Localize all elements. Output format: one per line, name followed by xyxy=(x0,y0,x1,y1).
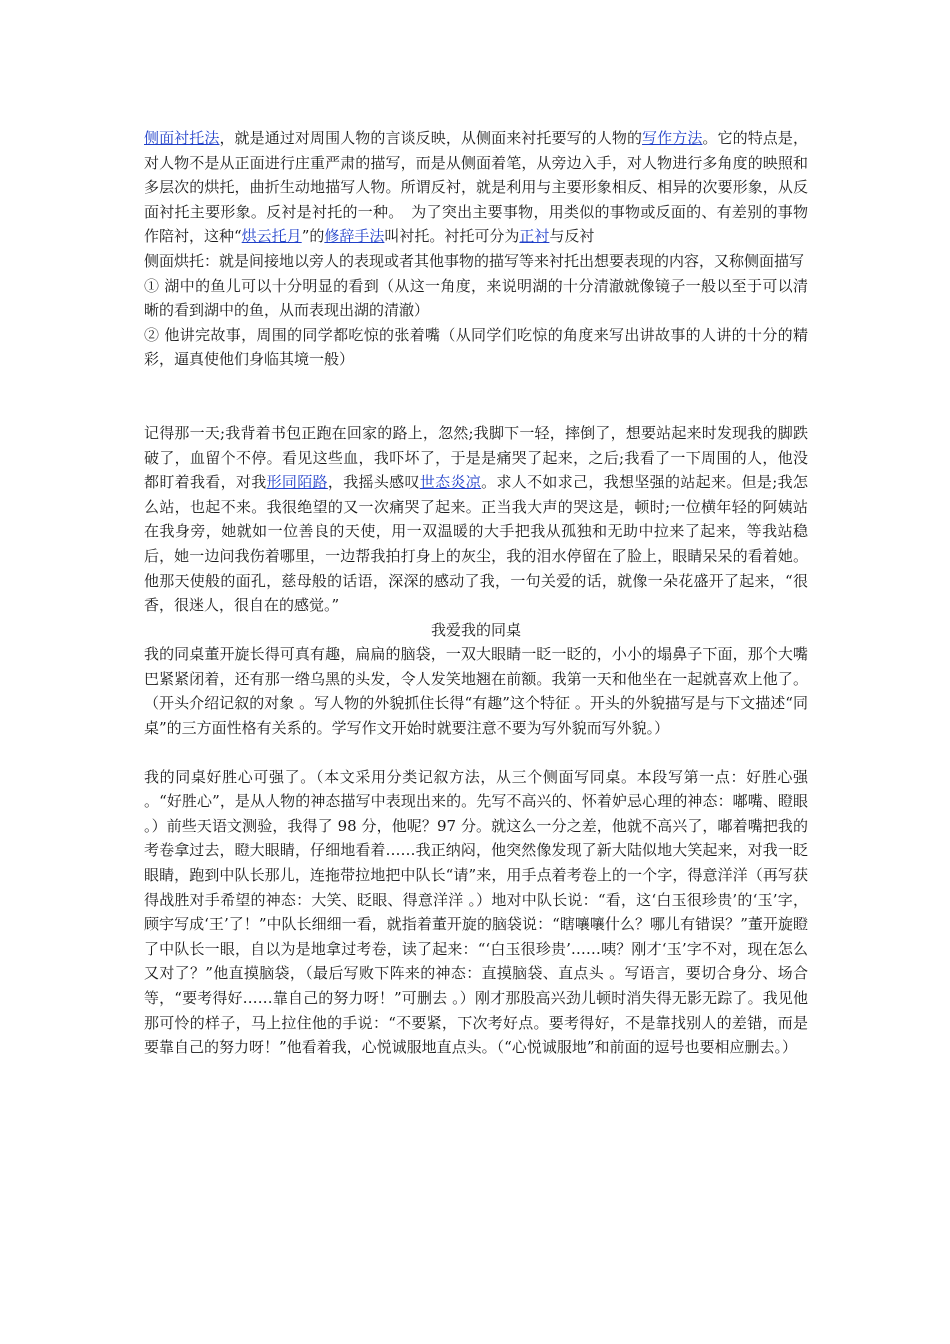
link-hongyun-tuoyue[interactable]: 烘云托月 xyxy=(241,227,302,246)
example-item-1: ① 湖中的鱼儿可以十分明显的看到（从这一角度，来说明湖的十分清澈就像镜子一般以至于可以清晰的看到湖中的鱼，从而表现出湖的清澈） xyxy=(144,276,808,320)
essay-title: 我爱我的同桌 xyxy=(430,620,521,639)
link-xiuci-shoufa[interactable]: 修辞手法 xyxy=(324,227,385,246)
spacer xyxy=(144,741,808,765)
paragraph-contrast-definition: 侧面衬托法，就是通过对周围人物的言谈反映，从侧面来衬托要写的人物的写作方法。它的特点是，对人物不是从正面进行庄重严肃的描写，而是从侧面着笔，从旁边入手，对人物进行多角度的映照和多层次的烘托，曲折生动地描写人物。所谓反衬，就是利用与主要形象相反、相异的次要形象，从反面衬托主要形象。反衬是衬托的一种。 为了突出主要事物，用类似的事物或反面的、有差别的事物作陪衬，这种“烘云托月”的修辞手法叫衬托。衬托可分为正衬与反衬 xyxy=(144,129,808,246)
link-xiezuo-fangfa[interactable]: 写作方法 xyxy=(642,129,703,147)
link-xingtong-molu[interactable]: 形同陌路 xyxy=(266,473,328,492)
example-item-2: ② 他讲完故事，周围的同学都吃惊的张着嘴（从同学们吃惊的角度来写出讲故事的人讲的十分的精彩，逼真使他们身临其境一般） xyxy=(144,325,808,369)
spacer xyxy=(144,372,808,421)
link-zhengchen[interactable]: 正衬 xyxy=(519,227,550,246)
document-page xyxy=(144,126,808,1060)
essay-paragraph-2: 我的同桌好胜心可强了。（本文采用分类记叙方法，从三个侧面写同桌。本段写第一点：好胜心强 。“好胜心”，是从人物的神态描写中表现出来的。先写不高兴的、怀着妒忌心理的神态：嘟嘴、瞪眼 。）前些天语文测验，我得了 98 分，他呢？97 分。就这么一分之差，他就不高兴了，嘟着嘴把我的考卷拿过去，瞪大眼睛，仔细地看着……我正纳闷，他突然像发现了新大陆似地大笑起来，对我一眨眼睛，跑到中队长那儿，连拖带拉地把中队长“请”来，用手点着考卷上的一个字，得意洋洋（再写获得战胜对手希望的神态：大笑、眨眼、得意洋洋 。）地对中队长说：“看，这‘白玉很珍贵’的‘玉’字，顾宇写成‘王’了！”中队长细细一看，就指着董开旋的脑袋说：“瞎嚷嚷什么？哪儿有错误？”董开旋瞪了中队长一眼，自以为是地拿过考卷，读了起来：“‘白玉很珍贵’……咦？刚才‘玉’字不对，现在怎么又对了？”他直摸脑袋，（最后写败下阵来的神态：直摸脑袋、直点头 。写语言，要切合身分、场合等，“要考得好……靠自己的努力呀！”可删去 。）刚才那股高兴劲儿顿时消失得无影无踪了。我见他那可怜的样子，马上拉住他的手说：“不要紧，下次考好点。要考得好，不是靠找别人的差错，而是要靠自己的努力呀！”他看着我，心悦诚服地直点头。（“心悦诚服地”和前面的逗号也要相应删去。） xyxy=(144,767,808,1057)
paragraph-side-foil: 侧面烘托：就是间接地以旁人的表现或者其他事物的描写等来衬托出想要表现的内容，又称侧面描写 xyxy=(144,251,805,270)
essay-paragraph-1: 我的同桌董开旋长得可真有趣，扁扁的脑袋，一双大眼睛一眨一眨的，小小的塌鼻子下面，那个大嘴巴紧紧闭着，还有那一绺乌黑的头发，令人发笑地翘在前额。我第一天和他坐在一起就喜欢上他了。（开头介绍记叙的对象 。写人物的外貌抓住长得“有趣”这个特征 。开头的外貌描写是与下文描述“同桌”的三方面性格有关系的。学写作文开始时就要注意不要为写外貌而写外貌。） xyxy=(144,645,808,738)
link-shitai-yanliang[interactable]: 世态炎凉 xyxy=(419,473,482,492)
link-cemian-chentuo-fa[interactable]: 侧面衬托法 xyxy=(144,129,220,147)
paragraph-story: 记得那一天;我背着书包正跑在回家的路上，忽然;我脚下一轻，摔倒了，想要站起来时发现我的脚跌破了，血留个不停。看见这些血，我吓坏了，于是是痛哭了起来，之后;我看了一下周围的人，他没都盯着我看，对我形同陌路，我摇头感叹世态炎凉。求人不如求己，我想坚强的站起来。但是;我怎么站，也起不来。我很绝望的又一次痛哭了起来。正当我大声的哭这是，顿时;一位横年轻的阿姨站在我身旁，她就如一位善良的天使，用一双温暖的大手把我从孤独和无助中拉来了起来，等我站稳后，她一边问我伤着哪里，一边帮我拍打身上的灰尘，我的泪水停留在了脸上，眼睛呆呆的看着她。他那天使般的面孔，慈母般的话语，深深的感动了我，一句关爱的话，就像一朵花盛开了起来，“很香，很迷人，很自在的感觉。” xyxy=(144,423,808,615)
